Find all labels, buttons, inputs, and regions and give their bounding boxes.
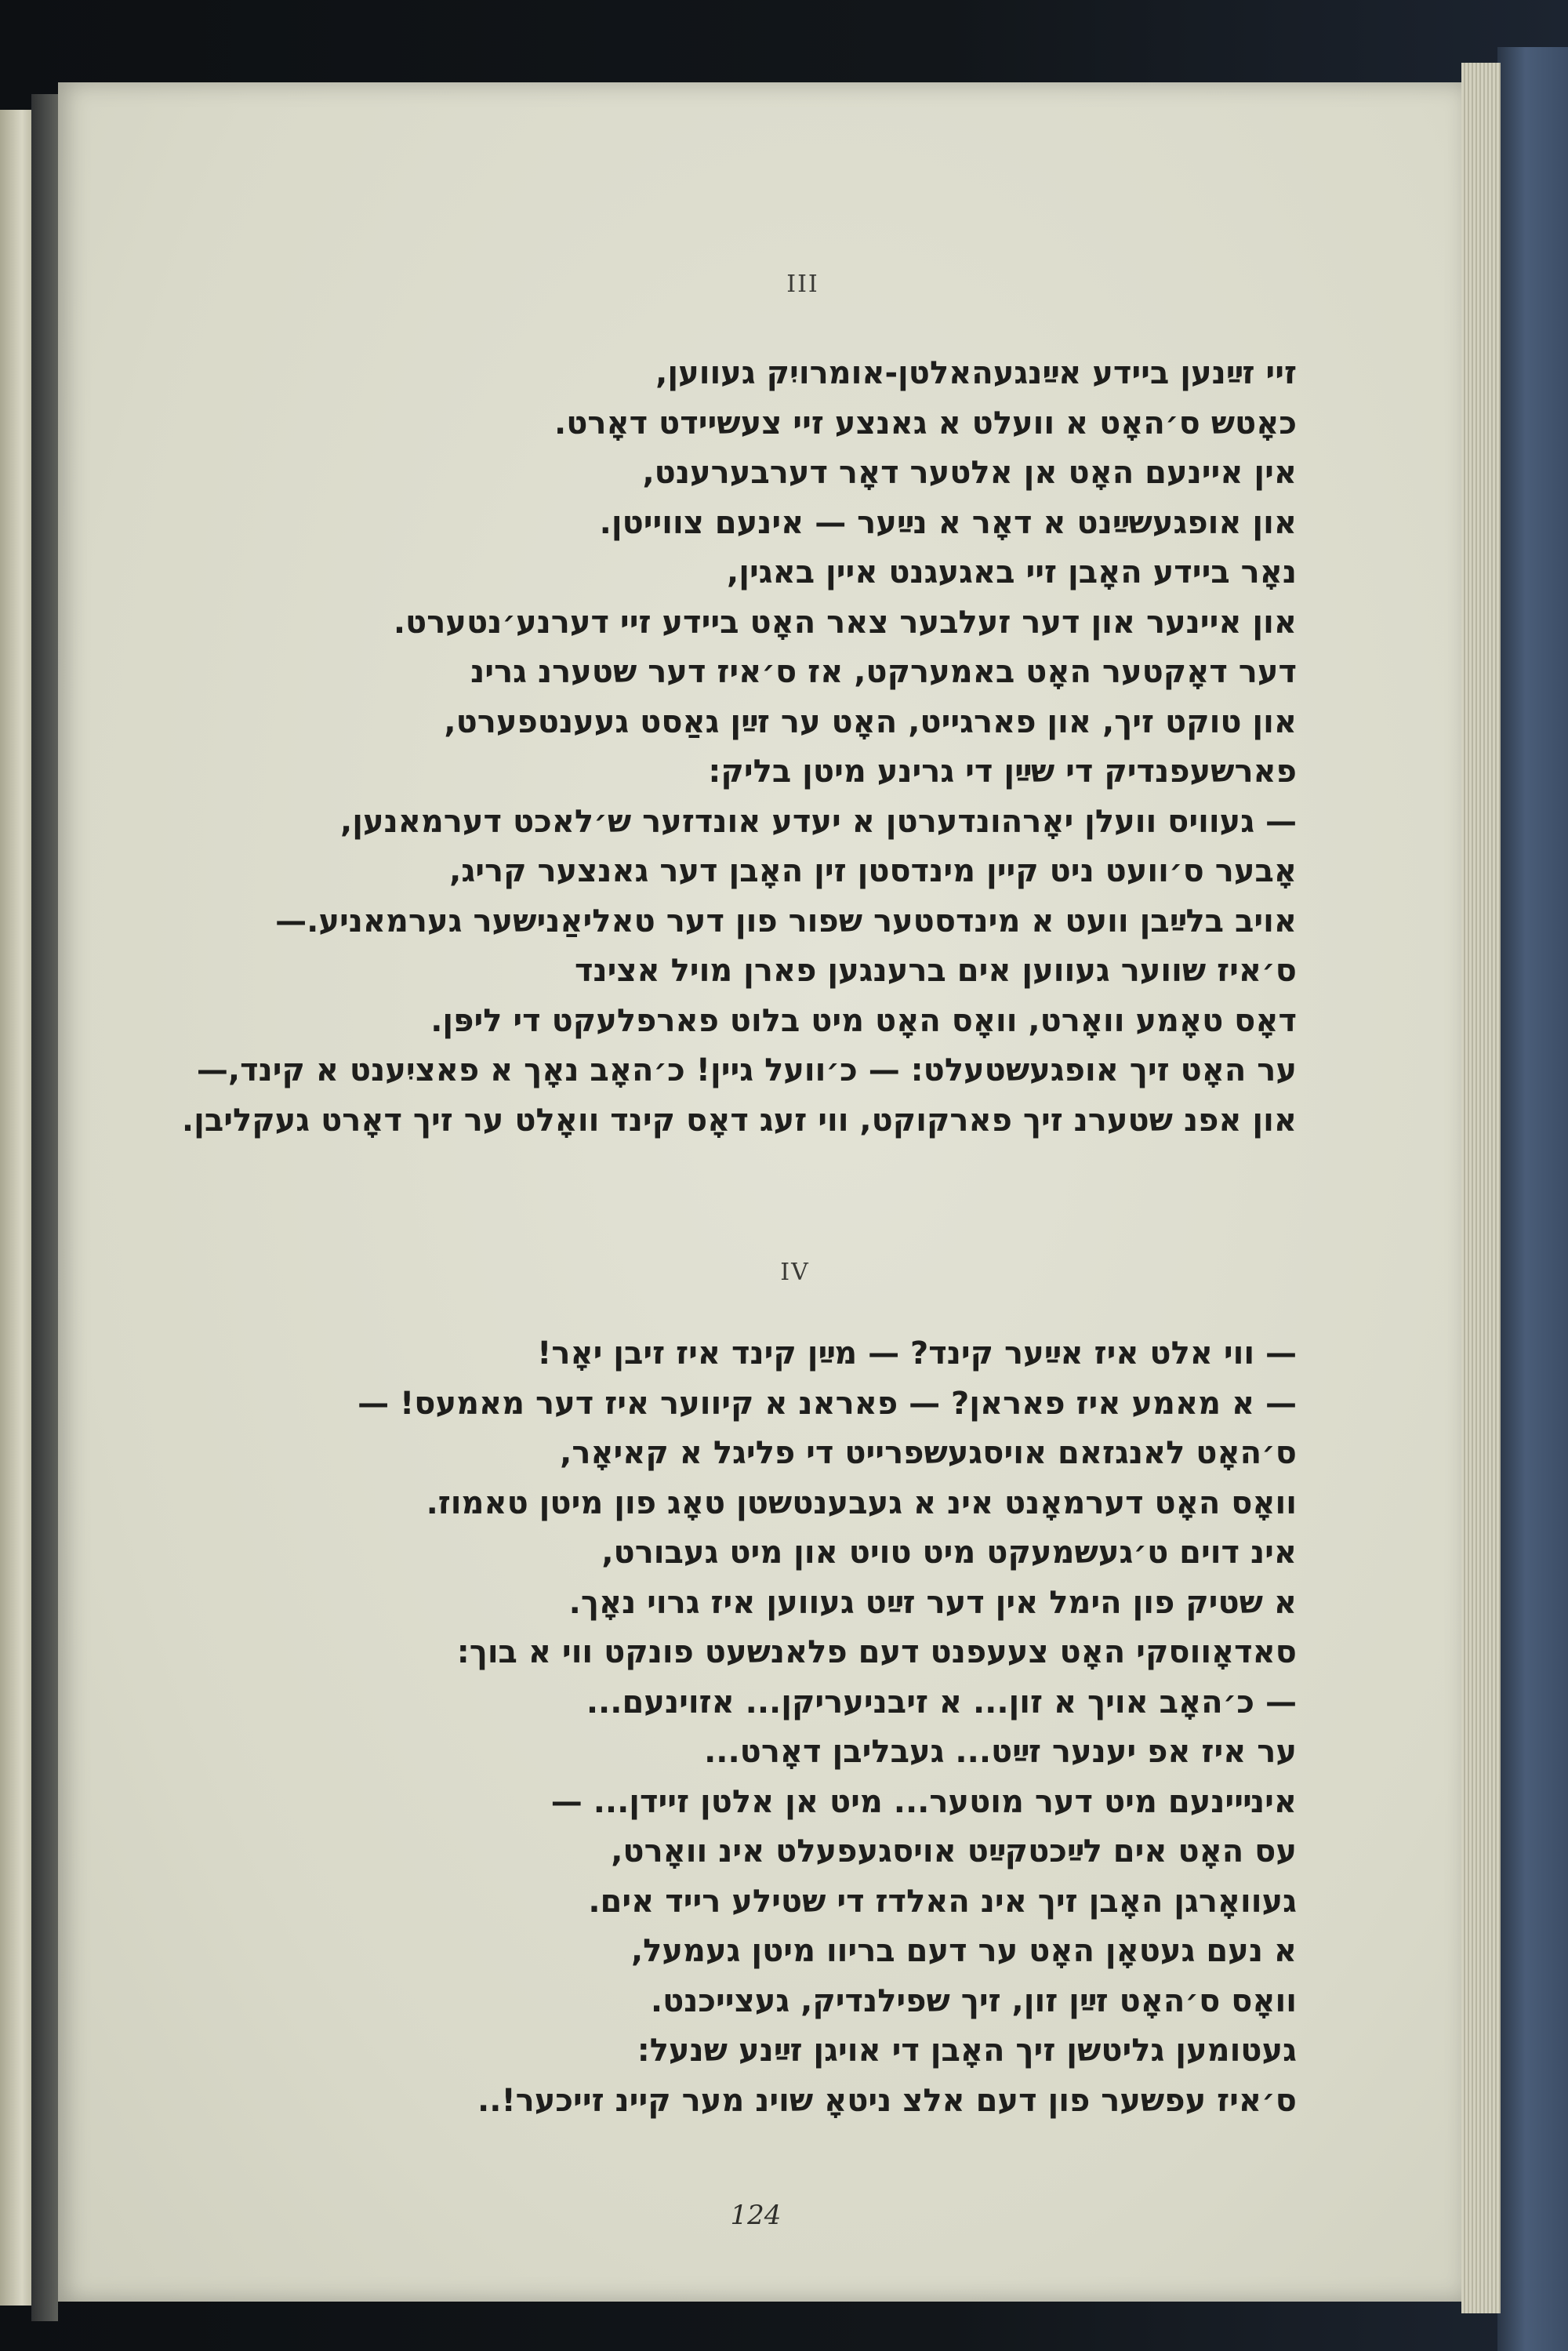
verse-line: געטומען גליטשן זיך האָבן די אויגן זײַנע שנעל: [637, 2033, 1297, 2069]
verse-line: א שטיק פון הימל אין דער זײַט געווען איז גרוי נאָך. [568, 1584, 1297, 1621]
section-number-iii: III [786, 271, 819, 298]
verse-line: דאָס טאָמע וואָרט, וואָס האָט מיט בלוט פארפלעקט די ליפּן. [430, 1002, 1297, 1039]
verse-block-iv [183, 1329, 1297, 2126]
verse-line: און איינער און דער זעלבער צאר האָט ביידע זיי דערנע׳נטערט. [393, 604, 1297, 641]
verse-line: א נעם געטאָן האָט ער דעם בריוו מיטן געמעל, [630, 1933, 1297, 1969]
page-number: 124 [730, 2200, 782, 2231]
verse-line: אָבער ס׳וועט ניט קיין מינדסטן זין האָבן דער גאנצער קריג, [449, 853, 1297, 889]
verse-line: ס׳איז עפשער פון דעם אלצ ניטאָ שוינ מער קיינ זייכער!.. [477, 2082, 1297, 2119]
verse-line: ער איז אפ יענער זײַט... געבליבן דאָרט... [704, 1734, 1297, 1770]
verse-line: און אפנ שטערנ זיך פארקוקט, ווי זעג דאָס קינד וואָלט ער זיך דאָרט געקליבן. [181, 1102, 1297, 1139]
verse-line: עס האָט אים לײַכטקײַט אויסגעפעלט אינ וואָרט, [611, 1833, 1297, 1870]
verse-line: געוואָרגן האָבן זיך אינ האלדז די שטילע רייד אים. [588, 1883, 1297, 1920]
page-stack [1461, 63, 1501, 2313]
verse-line: זיי זײַנען ביידע אײַנגעהאלטן-אומרויִק געווען, [655, 355, 1297, 391]
verse-line: אויב בלײַבן וועט א מינדסטער שפור פון דער טאליאַנישער גערמאניע.— [275, 903, 1297, 939]
verse-line: און אופגעשײַנט א דאָר א נײַער — אינעם צווייטן. [599, 504, 1297, 541]
book-page [58, 82, 1461, 2302]
verse-line: — א מאמע איז פאראן? — פאראנ א קיווער איז דער מאמעס! — [358, 1385, 1297, 1422]
verse-line: דער דאָקטער האָט באמערקט, אז ס׳איז דער שטערנ גרינ [470, 654, 1297, 690]
verse-line: וואָס ס׳האָט זײַן זון, זיך שפילנדיק, געצייכנט. [650, 1982, 1297, 2019]
verse-line: ס׳איז שווער געווען אים ברענגען פארן מויל אצינד [575, 953, 1297, 989]
verse-line: — ווי אלט איז אײַער קינד? — מײַן קינד איז זיבן יאָר! [537, 1335, 1297, 1372]
verse-line: כאָטש ס׳האָט א וועלט א גאנצע זיי צעשיידט דאָרט. [554, 405, 1297, 441]
verse-line: — כ׳האָב אויך א זון... א זיבניעריקן... אזוינעם... [586, 1684, 1297, 1721]
section-number-iv: IV [780, 1259, 810, 1286]
verse-line: פארשעפנדיק די שײַן די גרינע מיטן בליק: [708, 754, 1297, 790]
verse-block-iii [183, 349, 1297, 1146]
left-page-edge [0, 110, 31, 2306]
verse-line: ער האָט זיך אופגעשטעלט: — כ׳וועל גיין! כ׳האָב נאָך א פאציִענט א קינד,— [196, 1052, 1297, 1088]
verse-line: אינ דוים ט׳געשמעקט מיט טויט און מיט געבורט, [601, 1535, 1297, 1571]
verse-line: נאָר ביידע האָבן זיי באגעגנט איין באגין, [727, 554, 1297, 590]
verse-line: וואָס האָט דערמאָנט אינ א געבענטשטן טאָג פון מיטן טאמוז. [426, 1484, 1297, 1521]
verse-line: — געוויס וועלן יאָרהונדערטן א יעדע אונדזער ש׳לאכט דערמאנען, [340, 803, 1297, 840]
verse-line: אין איינעם האָט אן אלטער דאָר דערבערענט, [642, 455, 1297, 491]
cover-right-edge [1497, 47, 1568, 2351]
spine-shadow [31, 94, 58, 2321]
verse-line: ס׳האָט לאנגזאם אויסגעשפרייט די פליגל א קאיאָר, [560, 1435, 1297, 1471]
verse-line: און טוקט זיך, און פארגייט, האָט ער זײַן גאַסט געענטפערט, [444, 703, 1297, 740]
verse-line: אינײינעם מיט דער מוטער... מיט אן אלטן זיידן... — [550, 1783, 1297, 1820]
verse-line: סאדאָווסקי האָט צעעפנט דעם פלאנשעט פונקט ווי א בוך: [456, 1634, 1297, 1670]
